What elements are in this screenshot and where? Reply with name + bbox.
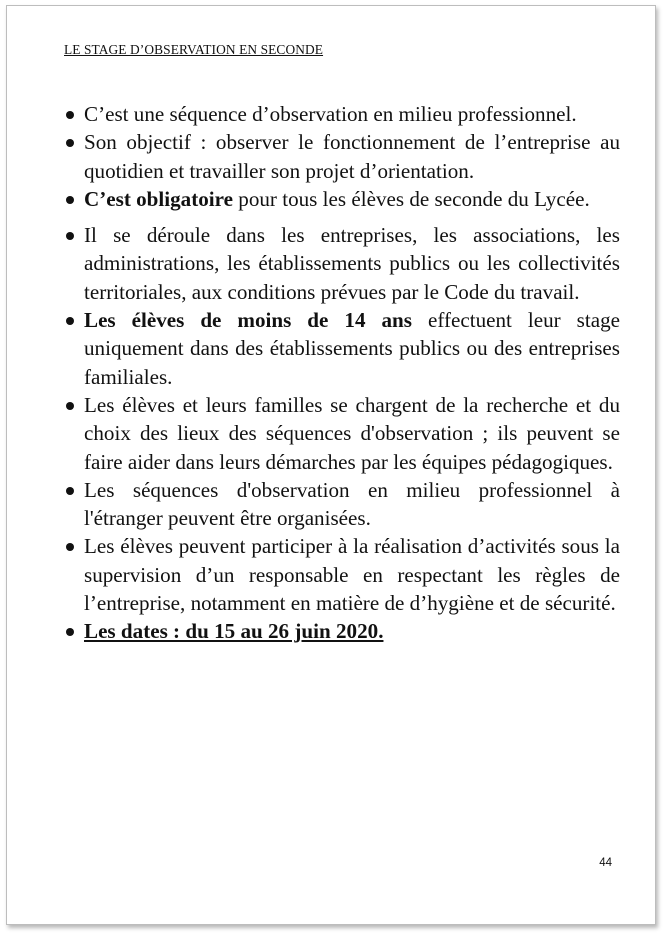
- list-item: [64, 532, 620, 617]
- list-item: [64, 476, 620, 533]
- bullet-icon: [66, 487, 74, 495]
- running-header: LE STAGE D’OBSERVATION EN SECONDE: [64, 42, 324, 57]
- document-page: [6, 5, 656, 925]
- list-item-text: C’est une séquence d’observation en milieu professionnel.: [84, 102, 577, 126]
- page-number: 44: [599, 857, 612, 869]
- list-item-text: Son objectif : observer le fonctionnement de l’entreprise au quotidien et travailler son projet d’orientation.: [84, 130, 620, 183]
- list-item: [64, 617, 620, 645]
- bullet-icon: [66, 196, 74, 204]
- list-item: [64, 100, 620, 128]
- list-item-text: effectuent leur stage uniquement dans des établissements publics ou des entreprises familiales.: [84, 308, 621, 389]
- list-item-text: Les élèves peuvent participer à la réalisation d’activités sous la supervision d’un responsable en respectant les règles de l’entreprise, notamment en matière de d’hygiène et de sécurité.: [84, 534, 620, 616]
- list-item-text: Les séquences d'observation en milieu professionnel à l'étranger peuvent être organisées.: [84, 477, 620, 531]
- bullet-icon: [66, 111, 74, 119]
- list-item: [64, 306, 620, 391]
- list-item-text: Il se déroule dans les entreprises, les associations, les administrations, les établissements publics ou les collectivités territoriales, aux conditions prévues par le Code du travail.: [84, 223, 620, 304]
- bullet-icon: [66, 232, 74, 240]
- bullet-icon: [66, 317, 74, 325]
- list-item-emphasis: Les élèves de moins de 14 ans: [84, 308, 412, 333]
- bullet-icon: [66, 402, 74, 410]
- list-item-text: Les élèves et leurs familles se chargent de la recherche et du choix des lieux des séquences d'observation ; ils peuvent se faire aider dans leurs démarches par les équipes pédagogiques.: [84, 392, 620, 474]
- list-item-emphasis: C’est obligatoire: [84, 186, 233, 211]
- bullet-list: [64, 100, 620, 646]
- list-item: [64, 391, 620, 476]
- bullet-icon: [66, 139, 74, 147]
- list-item: [64, 185, 620, 213]
- list-item: [64, 128, 620, 185]
- dates-text: Les dates : du 15 au 26 juin 2020.: [84, 619, 384, 644]
- list-item: [64, 221, 620, 306]
- bullet-icon: [66, 628, 74, 636]
- list-item-text: pour tous les élèves de seconde du Lycée.: [233, 186, 590, 211]
- bullet-icon: [66, 543, 74, 551]
